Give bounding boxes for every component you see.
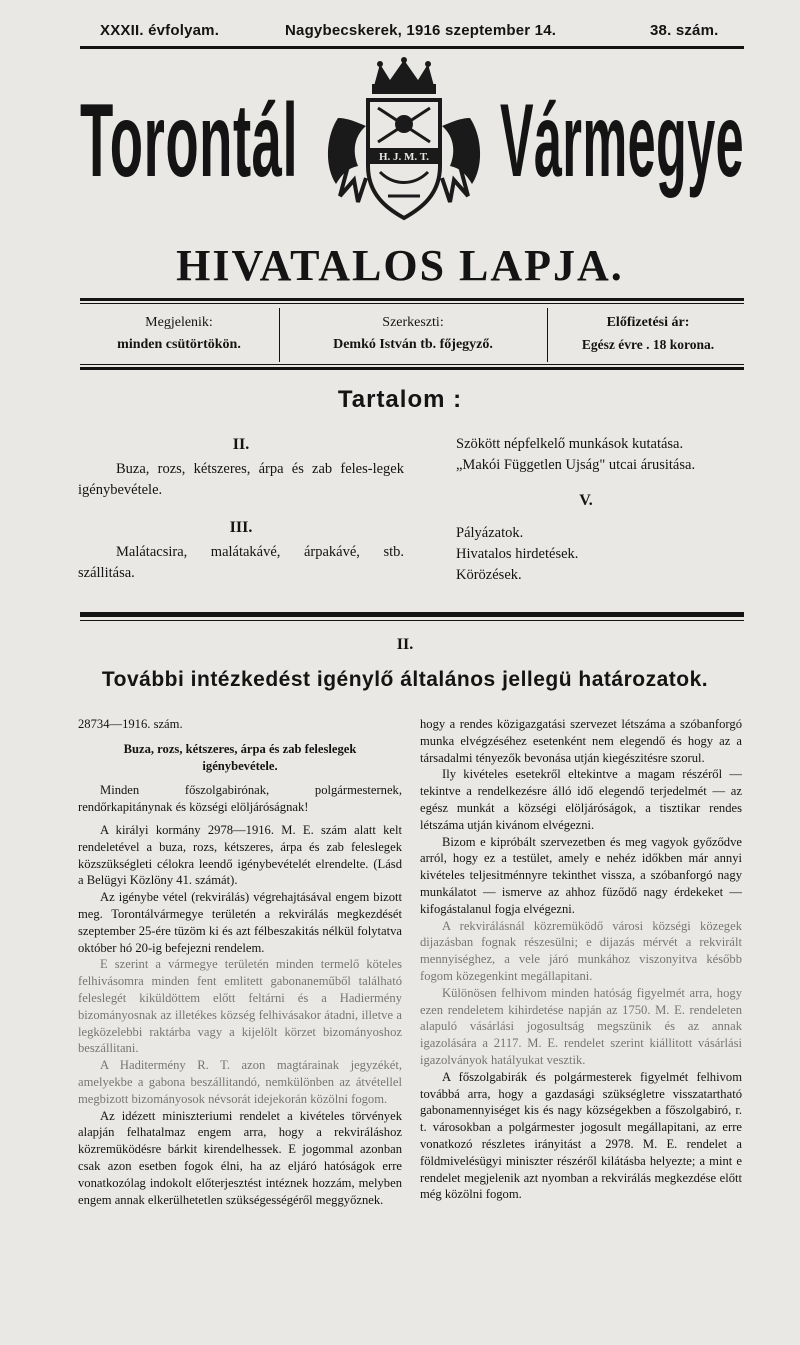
- info-editor: [280, 312, 546, 360]
- toc-item: Buza, rozs, kétszeres, árpa és zab feles-legek igénybevétele.: [78, 461, 404, 498]
- article-paragraph: Bizom e kipróbált szervezetben és meg vagyok győződve arról, hogy ez a testület, amely e nehéz időkben már annyi kivételes teljesitménnyre tekinthet vissza, a szóbanforgó nagy munkálatot — ismerve az ahhoz füződő nagy érdekeket — kifogástalanul fogja elvégezni.: [420, 834, 742, 916]
- toc-item: Hivatalos hirdetések.: [456, 546, 579, 562]
- article-paragraph: A királyi kormány 2978—1916. M. E. szám alatt kelt rendeletével a buza, rozs, kétszeres, árpa és zab feleslegek közszükségleti célokra leendő igénybevételét elrendelte. (Lásd a Belügyi Közlöny 41. számát).: [78, 822, 402, 888]
- info-publication: [80, 312, 278, 360]
- toc-item: Szökött népfelkelő munkások kutatása.: [456, 436, 684, 452]
- toc-right-column: [456, 434, 756, 586]
- crest-letters: H. J. M. T.: [378, 151, 430, 163]
- info-top-rule-thin: [80, 303, 744, 304]
- toc-bottom-rule: [80, 612, 744, 617]
- toc-section-ii: II.: [232, 436, 250, 453]
- toc-section-v: V.: [579, 492, 593, 509]
- coat-of-arms-icon: [318, 56, 490, 228]
- info-editor-label: Szerkeszti:: [382, 315, 444, 330]
- toc-item: Pályázatok.: [456, 525, 524, 541]
- article-left-column: [78, 716, 402, 1208]
- toc-left-column: [78, 434, 404, 584]
- info-editor-value: Demkó István tb. főjegyző.: [333, 337, 493, 352]
- article-right-column: [420, 716, 742, 1203]
- toc-item: Körözések.: [456, 567, 522, 583]
- info-subscription-label: Előfizetési ár:: [606, 315, 690, 330]
- article-title: Buza, rozs, kétszeres, árpa és zab feleslegek igénybevétele.: [123, 741, 357, 773]
- section-title: További intézkedést igénylő általános jellegü határozatok.: [101, 668, 709, 691]
- masthead-right-word: Vármegye: [500, 83, 745, 199]
- masthead-left-word: Torontál: [80, 83, 299, 199]
- toc-section-iii: III.: [229, 519, 253, 536]
- info-subscription-value: Egész évre . 18 korona.: [581, 337, 715, 352]
- article-paragraph: hogy a rendes közigazgatási szervezet létszáma a szóbanforgó munka elvégzéséhez esetenként nem elegendő és hogy az a társadalmi tényezők bevonása utján kiegészitésre szorul.: [420, 717, 742, 765]
- masthead-subtitle: HIVATALOS LAPJA.: [176, 241, 624, 290]
- toc-item: „Makói Független Ujság" utcai árusitása.: [456, 457, 696, 473]
- article-paragraph: A főszolgabirák és polgármesterek figyelmét felhivom továbbá arra, hogy a gazdasági szükségletre visszatartható gabonamennyiséget kis és nagy községekben a főszolgabiró, r. t. városokban a polgármester jogosult megállapitani, az erre vonatkozó részletes irányitást a 2978. M. E. rendelet a földmivelésügyi miniszter részéről kilátásba helyezte; a mint e rendelet megjelenik azt nyomban a rekvirálás megkezdése előtt még közölni fogom.: [420, 1069, 742, 1202]
- info-bottom-rule: [80, 367, 744, 370]
- article-paragraph: Az igénybe vétel (rekvirálás) végrehajtásával engem bizott meg. Torontálvármegye területén a rekvirálás megkezdését szeptember 25-ére tüzöm ki és azt félbeszakitás nélkül folytatva október hó 20-ig befejezni rendelem.: [78, 890, 402, 955]
- article-address: Minden főszolgabirónak, polgármesternek, rendőrkapitánynak és községi elöljáróságnak!: [78, 783, 402, 815]
- toc-heading: Tartalom :: [337, 386, 463, 413]
- section-number: II.: [396, 636, 414, 653]
- article-paragraph: Az idézett miniszteriumi rendelet a kivételes törvények alapján felhatalmaz engem arra, hogy a rekviráláshoz közremüködésre bárkit kirendelhessek. E jogommal azonban csak azon esetben fogok élni, ha az eljáró hatóságok erre vonatkozólag indokolt előterjesztést intéznek hozzám, melyben engem annak elkerülhetetlen szükségességéről meggyőznek.: [78, 1108, 402, 1207]
- article-paragraph: Különösen felhivom minden hatóság figyelmét arra, hogy ezen rendeletem kihirdetése napján az 1750. M. E. rendeleten alapuló vásárlási jogosultság megszünik és az annak igazolására a 2117. M. E. rendelet szerint kiállitott vásárlási igazolványok hatályukat vesztik.: [420, 985, 742, 1067]
- info-subscription: [548, 312, 748, 360]
- info-bottom-rule-thin: [80, 364, 744, 365]
- info-top-rule: [80, 298, 744, 301]
- header-rule: [80, 46, 744, 49]
- article-paragraph: Ily kivételes esetekről eltekintve a magam részéről — tekintve a rendelkezésre álló idő elegendő terjedelmét — az egész munkát a községi elöljáróságok, a tisztikar rendes létszáma utján kivánom elvégezni.: [420, 767, 742, 832]
- toc-bottom-rule-thin: [80, 620, 744, 621]
- issue-number: 38. szám.: [650, 22, 719, 39]
- article-paragraph: A Haditermény R. T. azon magtárainak jegyzékét, amelyekbe a gabona beszállitandó, nemkülönben az átvétellel megbizott bizományosok névsorát idejekorán közölni fogom.: [78, 1058, 402, 1106]
- article-paragraph: E szerint a vármegye területén minden termelő köteles felhivásomra minden fent emlitett gabonaneműből található feleslegét kiküldöttem előtt feltárni és a Hadiermény bizományosnak az illetékes község felhivásakor átadni, illetve a legközelebbi raktárba vagy a kijelölt körzet bizományoshoz beszállitani.: [78, 957, 402, 1056]
- toc-item: Malátacsira, malátakávé, árpakávé, stb. szállitása.: [78, 544, 404, 581]
- place-date: Nagybecskerek, 1916 szeptember 14.: [285, 22, 557, 39]
- issue-header: [80, 22, 744, 46]
- article-reference: 28734—1916. szám.: [78, 717, 183, 731]
- article-paragraph: A rekvirálásnál közremüködő városi községi közegek dijazásban fognak részesülni; e dijazás mérvét a rekvirált mennyiséghez, a vele járó munkához viszonyitva később fogom közegenkint megállapitani.: [420, 918, 742, 983]
- volume-label: XXXII. évfolyam.: [100, 22, 220, 39]
- info-publication-value: minden csütörtökön.: [117, 337, 241, 352]
- info-publication-label: Megjelenik:: [145, 315, 213, 330]
